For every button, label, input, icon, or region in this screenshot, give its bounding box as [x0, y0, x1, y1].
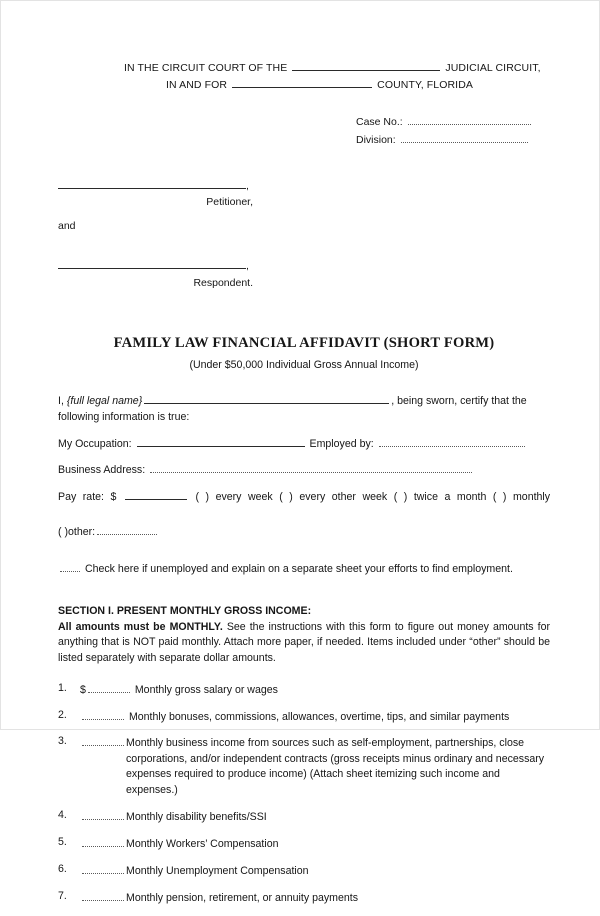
division-label: Division: — [356, 133, 396, 146]
pay-rate-label: Pay rate: $ — [58, 490, 117, 503]
parties-block — [58, 177, 550, 292]
affirmation-tail: , being sworn, certify that the following information is true: — [58, 395, 527, 423]
list-item-number: 7. — [58, 889, 67, 902]
pay-monthly-checkbox[interactable]: ( ) — [492, 490, 507, 503]
pay-semimonthly-checkbox[interactable]: ( ) — [393, 490, 408, 503]
case-number-label: Case No.: — [356, 115, 403, 128]
affirmation-lead: I, — [58, 395, 64, 408]
list-item-number: 3. — [58, 735, 67, 748]
list-item-body — [80, 889, 550, 906]
page-title: FAMILY LAW FINANCIAL AFFIDAVIT (SHORT FORM) — [113, 335, 495, 352]
division-blank[interactable] — [401, 131, 528, 143]
list-item-body — [80, 734, 550, 798]
list-item-text: Monthly Workers’ Compensation — [126, 837, 279, 850]
case-info-block — [58, 113, 550, 149]
list-item — [58, 681, 550, 698]
pay-monthly-label: monthly — [512, 490, 551, 503]
document-content — [58, 1, 550, 916]
respondent-comma: , — [246, 259, 249, 272]
county-florida-label: COUNTY, FLORIDA — [377, 79, 473, 92]
list-item-body — [80, 708, 550, 725]
list-item-continuation: corporations, and/or independent contracts (gross receipts minus ordinary and necessary — [126, 752, 545, 765]
list-item — [58, 889, 550, 906]
list-item-text: Monthly Unemployment Compensation — [126, 864, 309, 877]
list-item-amount-blank[interactable] — [82, 862, 124, 874]
list-item — [58, 808, 550, 825]
case-number-row — [356, 113, 550, 131]
list-item-amount-blank[interactable] — [82, 708, 124, 720]
respondent-label: Respondent. — [193, 276, 253, 289]
section-1-note — [58, 620, 550, 667]
income-items-list — [58, 681, 550, 907]
circuit-court-label: IN THE CIRCUIT COURT OF THE — [124, 62, 288, 74]
full-legal-name-hint: {full legal name} — [66, 395, 143, 408]
business-address-row — [58, 461, 550, 479]
occupation-blank[interactable] — [137, 435, 305, 447]
list-item-continuation: expenses required to produce income) (Attach sheet itemizing such income and expenses.) — [126, 768, 500, 796]
list-item-body — [80, 835, 550, 852]
list-item-body — [80, 862, 550, 879]
judicial-circuit-label: JUDICIAL CIRCUIT, — [445, 62, 541, 74]
list-item-amount-blank[interactable] — [82, 808, 124, 820]
court-caption — [58, 59, 550, 94]
list-item-number: 4. — [58, 808, 67, 821]
business-address-blank[interactable] — [150, 461, 472, 473]
list-item-prefix: $ — [80, 683, 86, 696]
list-item-amount-blank[interactable] — [88, 681, 130, 693]
list-item — [58, 835, 550, 852]
list-item-number: 2. — [58, 708, 67, 721]
list-item-amount-blank[interactable] — [82, 835, 124, 847]
list-item-text: Monthly business income from sources such as self-employment, partnerships, close — [126, 737, 525, 750]
list-item-amount-blank[interactable] — [82, 734, 124, 746]
court-caption-line-2 — [58, 76, 550, 93]
petitioner-name-blank[interactable] — [58, 177, 246, 189]
list-item-body — [80, 681, 550, 698]
page-subtitle: (Under $50,000 Individual Gross Annual Income) — [189, 359, 419, 372]
pay-rate-other-row — [58, 523, 550, 541]
unemployed-checkbox-blank[interactable] — [60, 560, 80, 572]
employed-by-blank[interactable] — [379, 435, 525, 447]
list-item-body — [80, 808, 550, 825]
and-label: and — [58, 220, 76, 233]
respondent-row — [58, 257, 550, 292]
employed-by-label: Employed by: — [309, 437, 374, 450]
business-address-label: Business Address: — [58, 464, 146, 477]
pay-rate-row — [58, 488, 550, 521]
pay-weekly-label: every week — [215, 490, 273, 503]
list-item-number: 6. — [58, 862, 67, 875]
pay-rate-amount-blank[interactable] — [125, 488, 187, 500]
parties-spacer — [58, 235, 550, 257]
list-item-amount-blank[interactable] — [82, 889, 124, 901]
list-item-text: Monthly bonuses, commissions, allowances, overtime, tips, and similar payments — [128, 710, 510, 723]
list-item — [58, 862, 550, 879]
affirmation-block — [58, 392, 550, 577]
section-1-heading: SECTION I. PRESENT MONTHLY GROSS INCOME: — [58, 604, 312, 617]
respondent-name-blank[interactable] — [58, 257, 246, 269]
division-row — [356, 131, 550, 149]
petitioner-row — [58, 177, 550, 212]
pay-other-label: other: — [68, 526, 96, 539]
pay-semimonthly-label: twice a month — [413, 490, 487, 503]
list-item-text: Monthly disability benefits/SSI — [126, 810, 267, 823]
case-number-blank[interactable] — [408, 113, 531, 125]
affirmation-paragraph — [58, 392, 550, 425]
pay-biweekly-label: every other week — [299, 490, 388, 503]
list-item-text: Monthly pension, retirement, or annuity payments — [126, 891, 359, 904]
occupation-label: My Occupation: — [58, 437, 132, 450]
county-blank[interactable] — [232, 76, 372, 88]
pay-biweekly-checkbox[interactable]: ( ) — [279, 490, 293, 503]
unemployed-row — [58, 560, 550, 578]
judicial-circuit-blank[interactable] — [292, 59, 440, 71]
list-item-number: 1. — [58, 681, 67, 694]
pay-other-checkbox[interactable]: ( ) — [58, 526, 68, 539]
section-1-note-emphasis: All amounts must be MONTHLY. — [58, 620, 223, 633]
list-item — [58, 708, 550, 725]
petitioner-comma: , — [246, 179, 249, 192]
full-legal-name-blank[interactable] — [144, 392, 389, 404]
pay-weekly-checkbox[interactable]: ( ) — [195, 490, 210, 503]
section-1-note-text: See the instructions with this form to figure out money amounts for anything that is NOT paid monthly. Attach more paper, if needed. Items included under “other” should be listed separately with separate dollar amounts. — [58, 620, 550, 664]
list-item-number: 5. — [58, 835, 67, 848]
list-item-text: Monthly gross salary or wages — [134, 683, 278, 696]
unemployed-label: Check here if unemployed and explain on a separate sheet your efforts to find employment. — [84, 562, 513, 575]
in-and-for-label: IN AND FOR — [166, 79, 228, 92]
petitioner-label: Petitioner, — [206, 196, 253, 209]
list-item — [58, 734, 550, 798]
occupation-row — [58, 435, 550, 453]
court-caption-line-1 — [58, 59, 550, 76]
pay-other-blank[interactable] — [97, 523, 157, 535]
